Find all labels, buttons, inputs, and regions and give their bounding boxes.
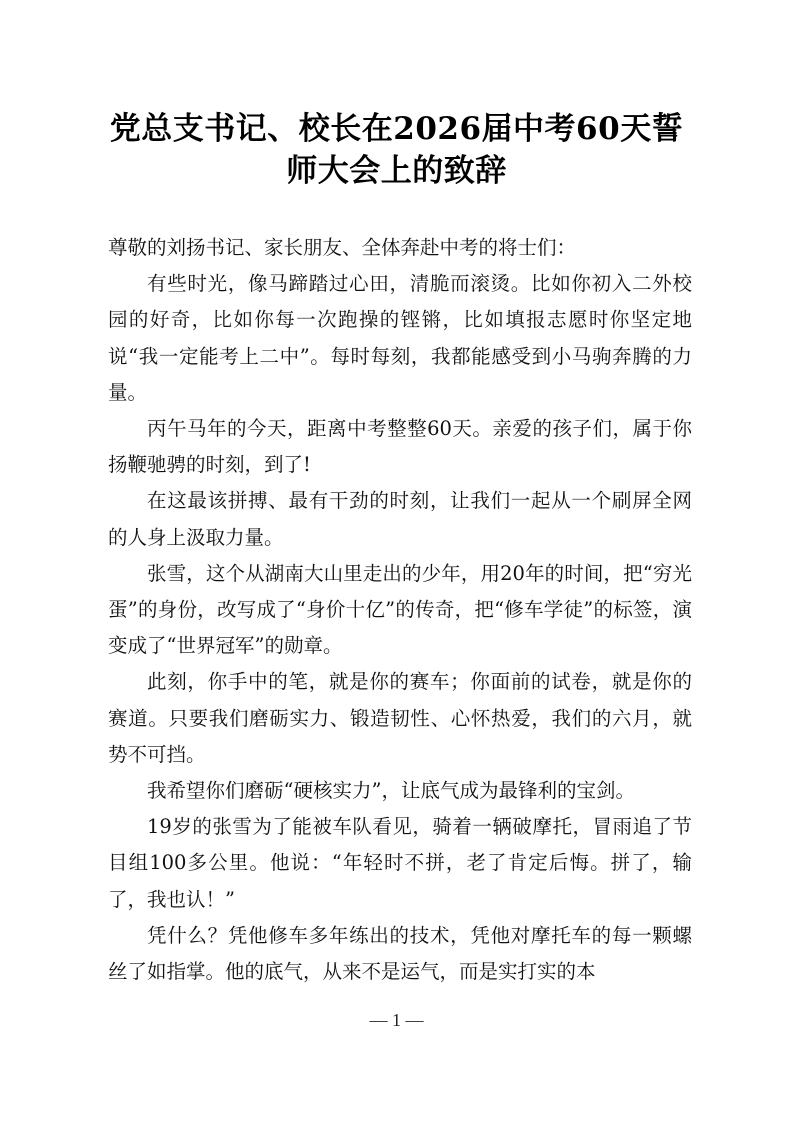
document-body <box>108 230 692 990</box>
paragraph: 有些时光，像马蹄踏过心田，清脆而滚烫。比如你初入二外校园的好奇，比如你每一次跑操的铿锵，比如填报志愿时你坚定地说“我一定能考上二中”。每时每刻，我都能感受到小马驹奔腾的力量。 <box>108 272 692 404</box>
paragraph: 丙午马年的今天，距离中考整整60天。亲爱的孩子们，属于你扬鞭驰骋的时刻，到了! <box>108 417 692 477</box>
paragraph: 在这最该拼搏、最有干劲的时刻，让我们一起从一个刷屏全网的人身上汲取力量。 <box>108 489 692 549</box>
salutation: 尊敬的刘扬书记、家长朋友、全体奔赴中考的将士们： <box>108 236 577 259</box>
page-number: — 1 — <box>369 1010 424 1030</box>
paragraph: 我希望你们磨砺“硬核实力”，让底气成为最锋利的宝剑。 <box>147 779 635 803</box>
paragraph: 19岁的张雪为了能被车队看见，骑着一辆破摩托，冒雨追了节目组100多公里。他说：“年轻时不拼，老了肯定后悔。拼了，输了，我也认！” <box>108 815 692 911</box>
title-line-1: 党总支书记、校长在2026届中考60天誓 <box>109 111 684 147</box>
paragraph: 凭什么？凭他修车多年练出的技术，凭他对摩托车的每一颗螺丝了如指掌。他的底气，从来不是运气，而是实打实的本 <box>108 923 692 984</box>
document-title <box>96 108 697 192</box>
paragraph: 张雪，这个从湖南大山里走出的少年，用20年的时间，把“穷光蛋”的身份，改写成了“身价十亿”的传奇，把“修车学徒”的标签，演变成了“世界冠军”的勋章。 <box>108 561 692 658</box>
title-line-2: 师大会上的致辞 <box>286 153 507 189</box>
paragraph: 此刻，你手中的笔，就是你的赛车；你面前的试卷，就是你的赛道。只要我们磨砺实力、锻造韧性、心怀热爱，我们的六月，就势不可挡。 <box>108 670 692 766</box>
